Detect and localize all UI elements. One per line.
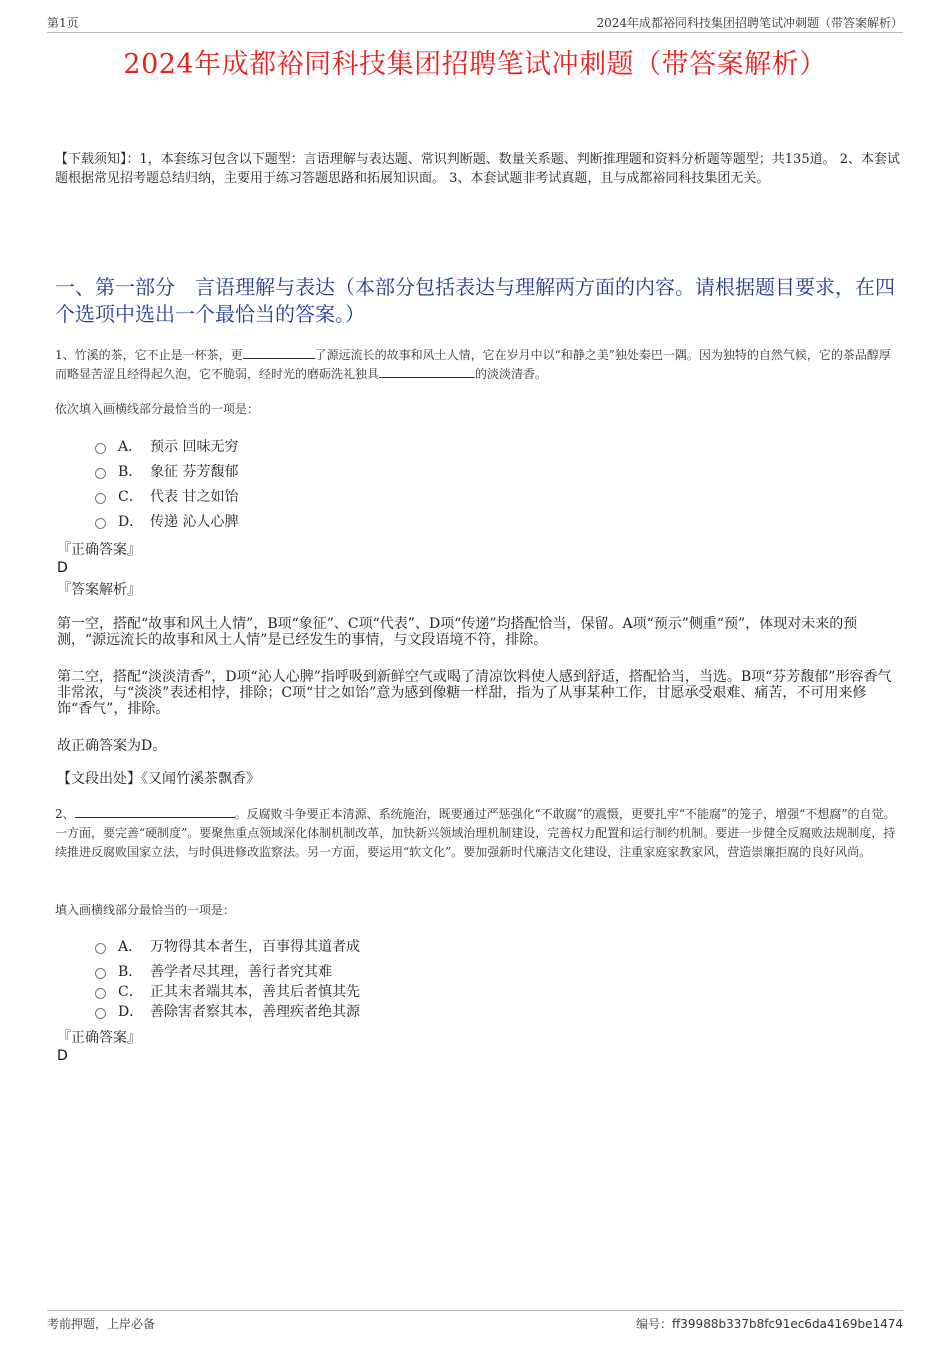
answer-blank — [75, 805, 235, 818]
header-doc-title: 2024年成都裕同科技集团招聘笔试冲刺题（带答案解析） — [596, 16, 903, 30]
page-header — [47, 12, 903, 33]
question-2-options — [95, 933, 795, 1023]
option-d[interactable]: D． 善除害者察其本，善理疾者绝其源 — [95, 998, 795, 1023]
analysis-label: 『答案解析』 — [57, 582, 141, 598]
option-text: 善学者尽其理，善行者究其难 — [150, 963, 332, 980]
analysis-paragraph-2: 第二空，搭配“淡淡清香”，D项“沁人心脾”指呼吸到新鲜空气或喝了清凉饮料使人感到舒适，搭配恰当，当选。B项“芬芳馥郁”形容香气非常浓，与“淡淡”表述相悖，排除；C项“甘之如饴”意为感到像糖一样甜，指为了从事某种工作，甘愿承受艰难、痛苦，不可用来修饰“香气”，排除。 — [57, 669, 892, 717]
option-text: 代表 甘之如饴 — [150, 488, 239, 505]
option-d[interactable]: D． 传递 沁人心脾 — [95, 508, 795, 533]
correct-answer: D — [57, 1048, 68, 1064]
radio-button[interactable] — [95, 493, 106, 504]
radio-button[interactable] — [95, 518, 106, 529]
correct-answer-label: 『正确答案』 — [57, 1030, 141, 1046]
option-text: 传递 沁人心脾 — [150, 513, 239, 530]
radio-button[interactable] — [95, 468, 106, 479]
analysis-paragraph-1: 第一空，搭配“故事和风土人情”，B项“象征”、C项“代表”、D项“传递”均搭配恰当，保留。A项“预示”侧重“预”，体现对未来的预测，“源远流长的故事和风土人情”是已经发生的事情，与文段语境不符，排除。 — [57, 616, 858, 648]
question-2-stem: 2、 。反腐败斗争要正本清源、系统施治，既要通过严惩强化“不敢腐”的震慑，更要扎牢“不能腐”的笼子，增强“不想腐”的自觉。一方面，要完善“硬制度”。要聚焦重点领域深化体制机制改革，加快新兴领域治理机制建设，完善权力配置和运行制约机制。要进一步健全反腐败法规制度，持续推进反腐败国家立法，与时俱进修改监察法。另一方面，要运用“软文化”。要加强新时代廉洁文化建设，注重家庭家教家风，营造崇廉拒腐的良好风尚。 — [55, 807, 896, 859]
option-a[interactable]: A． 万物得其本者生，百事得其道者成 — [95, 933, 795, 958]
section-title: 一、第一部分 言语理解与表达（本部分包括表达与理解两方面的内容。请根据题目要求，在四个选项中选出一个最恰当的答案。） — [55, 275, 895, 326]
download-notice: 【下载须知】：1，本套练习包含以下题型：言语理解与表达题、常识判断题、数量关系题、判断推理题和资料分析题等题型；共135道。 2、本套试题根据常见招考题总结归纳，主要用于练习答题思路和拓展知识面。 3、本套试题非考试真题，且与成都裕同科技集团无关。 — [55, 152, 900, 186]
question-1-options — [95, 433, 795, 533]
option-a[interactable]: A． 预示 回味无穷 — [95, 433, 795, 458]
option-text: 万物得其本者生，百事得其道者成 — [150, 938, 360, 955]
option-text: 预示 回味无穷 — [150, 438, 239, 455]
radio-button[interactable] — [95, 988, 106, 999]
option-text: 善除害者察其本，善理疾者绝其源 — [150, 1003, 360, 1020]
option-text: 象征 芬芳馥郁 — [150, 463, 239, 480]
option-b[interactable]: B． 象征 芬芳馥郁 — [95, 458, 795, 483]
answer-blank — [379, 365, 475, 378]
radio-button[interactable] — [95, 1008, 106, 1019]
document-title: 2024年成都裕同科技集团招聘笔试冲刺题（带答案解析） — [123, 49, 827, 80]
correct-answer-label: 『正确答案』 — [57, 542, 141, 558]
analysis-conclusion: 故正确答案为D。 — [57, 738, 167, 754]
option-text: 正其末者端其本，善其后者慎其先 — [150, 983, 360, 1000]
radio-button[interactable] — [95, 943, 106, 954]
radio-button[interactable] — [95, 968, 106, 979]
document-code: 编号：ff39988b337b8fc91ec6da4169be1474 — [636, 1317, 903, 1331]
correct-answer: D — [57, 560, 68, 576]
answer-blank — [243, 346, 315, 359]
footer-slogan: 考前押题，上岸必备 — [47, 1317, 156, 1331]
radio-button[interactable] — [95, 443, 106, 454]
page-number: 第1页 — [47, 16, 79, 30]
option-c[interactable]: C． 正其末者端其本，善其后者慎其先 — [95, 983, 795, 998]
passage-source: 【文段出处】《又闻竹溪茶飘香》 — [57, 771, 260, 787]
page-footer — [47, 1310, 903, 1333]
option-c[interactable]: C． 代表 甘之如饴 — [95, 483, 795, 508]
question-1-stem: 1、竹溪的茶，它不止是一杯茶，更 了源远流长的故事和风土人情，它在岁月中以“和静之美”独处秦巴一隅。因为独特的自然气候，它的茶品醇厚而略显苦涩且经得起久泡，它不脆弱，经时光的磨砺洗礼独具 的淡淡清香。 — [55, 348, 891, 381]
question-2-prompt: 填入画横线部分最恰当的一项是： — [55, 903, 236, 917]
question-1-prompt: 依次填入画横线部分最恰当的一项是： — [55, 402, 260, 416]
option-b[interactable]: B． 善学者尽其理，善行者究其难 — [95, 958, 795, 983]
